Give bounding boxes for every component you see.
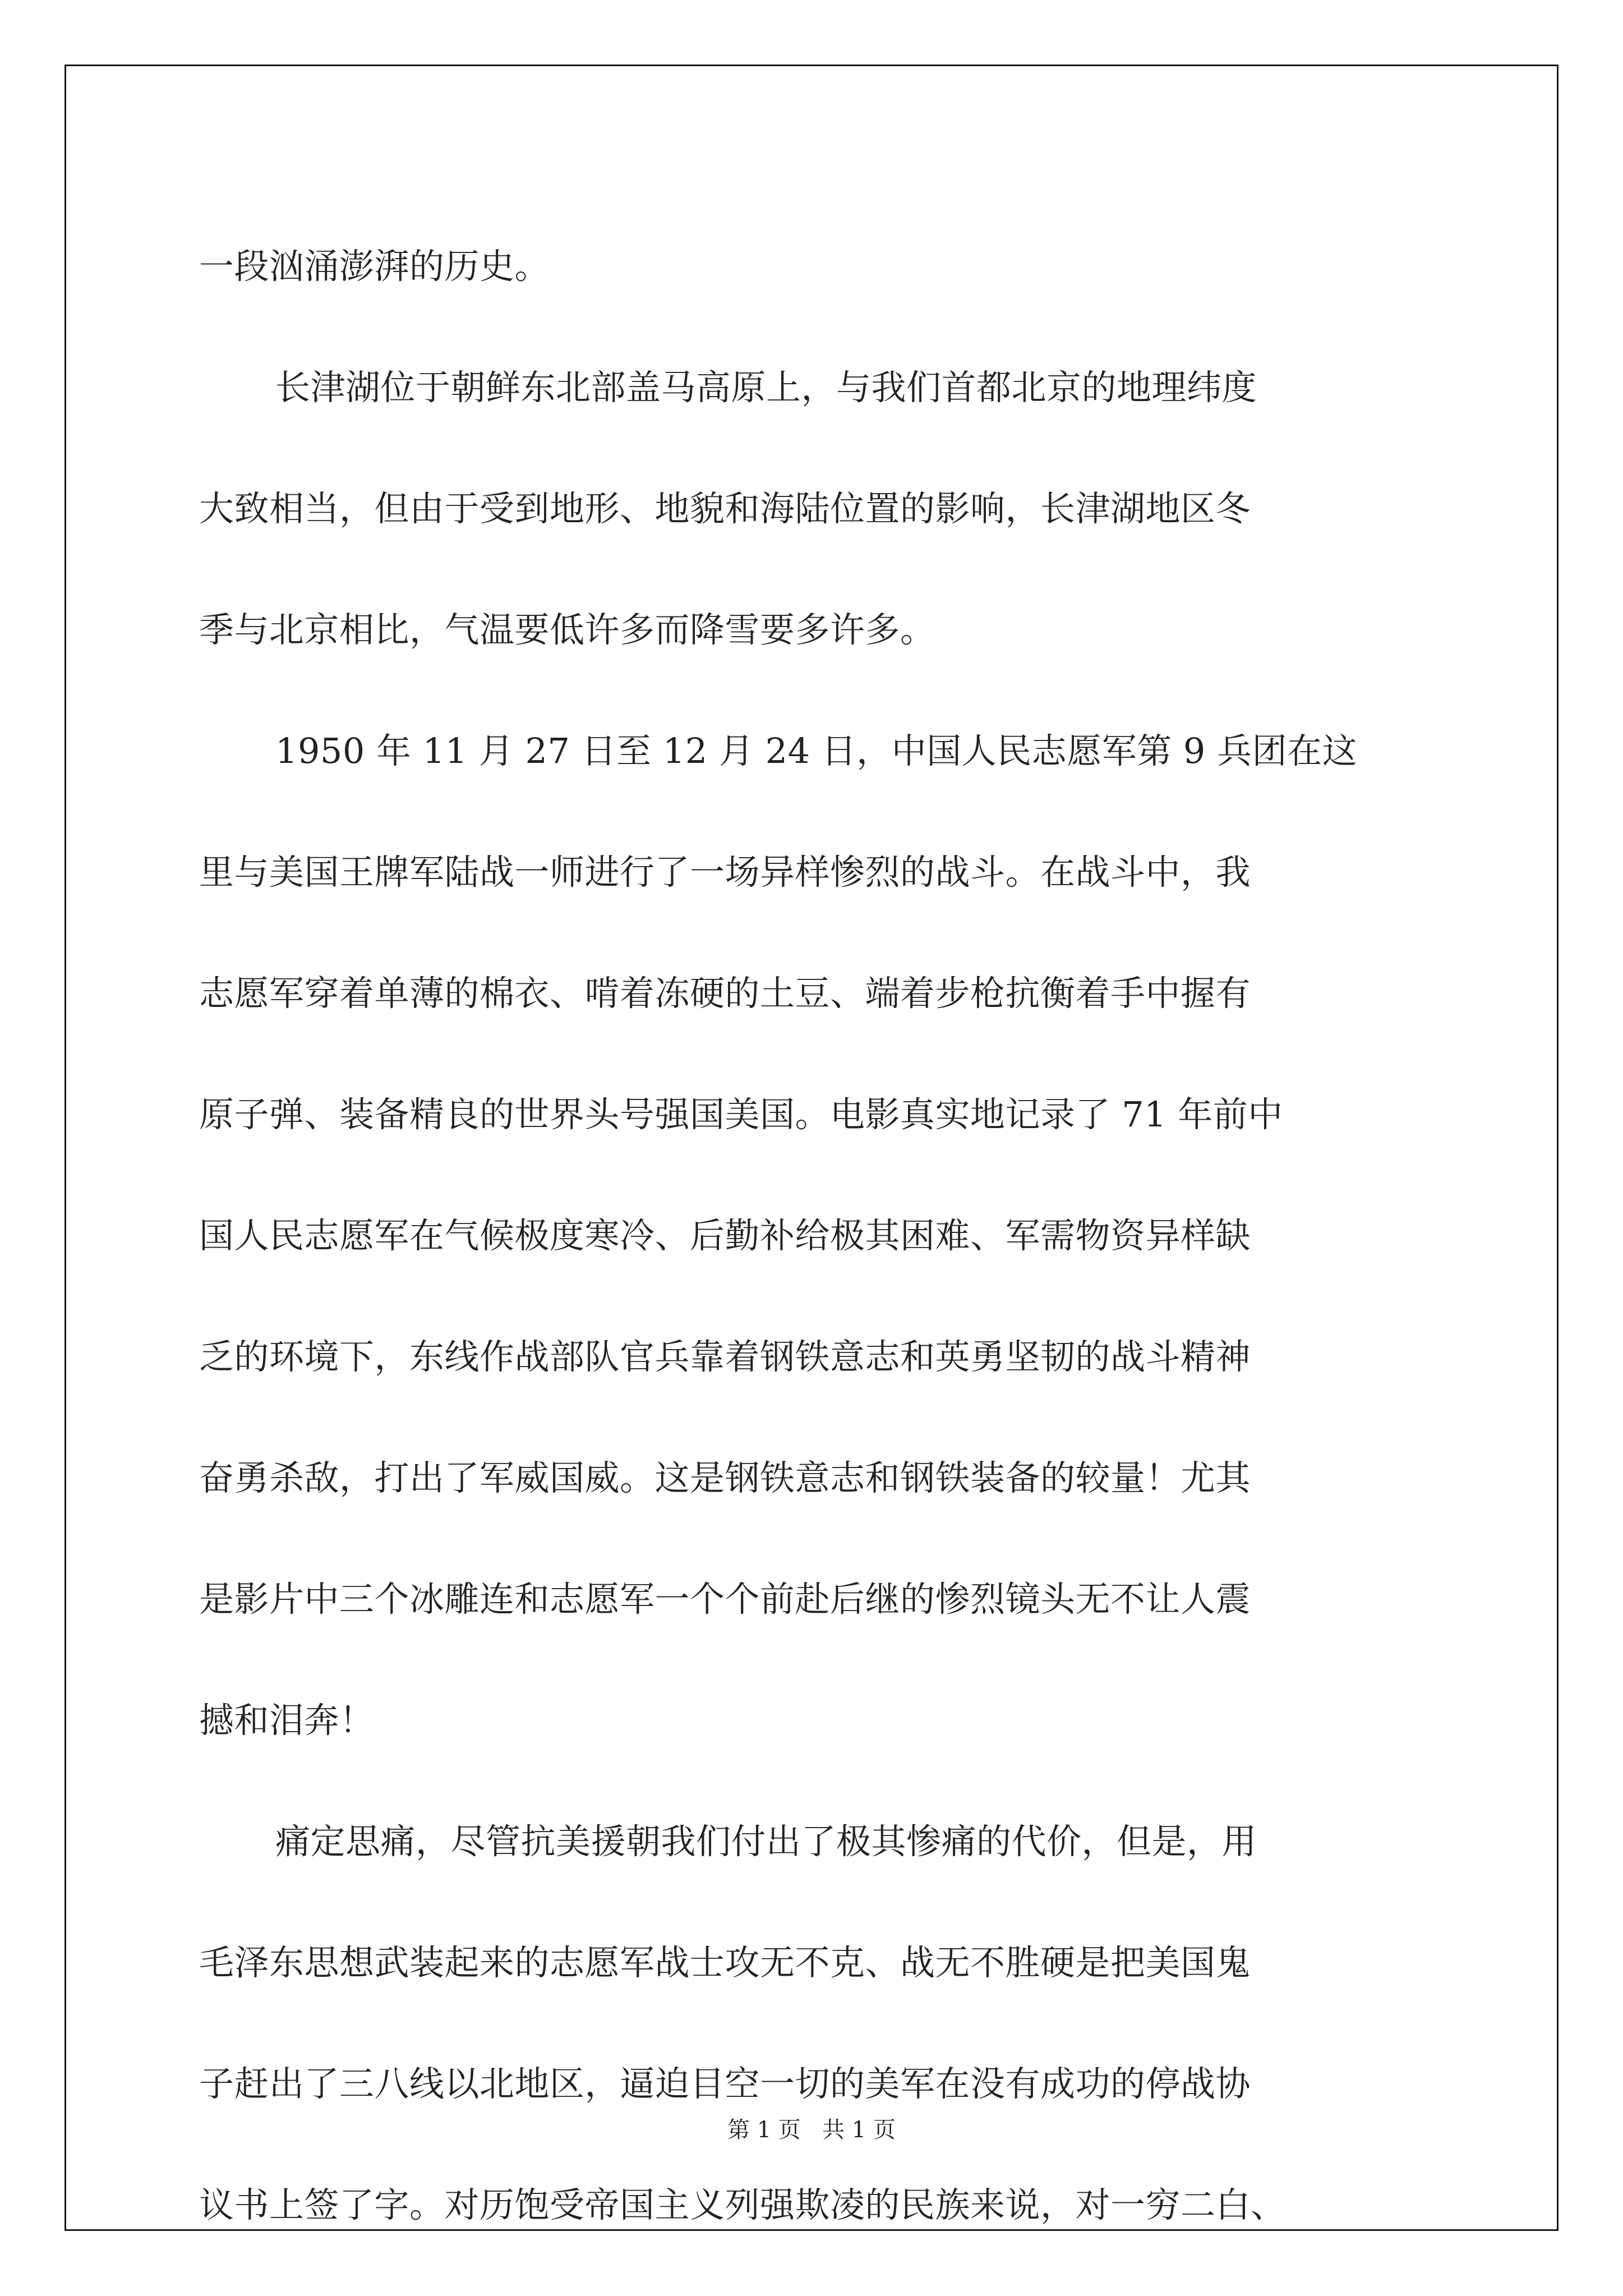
text-line: 原子弹、装备精良的世界头号强国美国。电影真实地记录了 71 年前中 — [199, 1094, 1283, 1135]
text-line: 里与美国王牌军陆战一师进行了一场异样惨烈的战斗。在战斗中，我 — [199, 852, 1251, 892]
text-line: 长津湖位于朝鲜东北部盖马高原上，与我们首都北京的地理纬度 — [275, 367, 1257, 408]
text-line: 一段汹涌澎湃的历史。 — [199, 246, 550, 287]
document-body — [199, 206, 1450, 2266]
text-line: 议书上签了字。对历饱受帝国主义列强欺凌的民族来说，对一穷二白、 — [199, 2184, 1286, 2225]
text-line: 痛定思痛，尽管抗美援朝我们付出了极其惨痛的代价，但是，用 — [275, 1821, 1257, 1862]
page-footer — [0, 2112, 1623, 2144]
text-line: 志愿军穿着单薄的棉衣、啃着冻硬的土豆、端着步枪抗衡着手中握有 — [199, 973, 1251, 1014]
text-line: 乏的环境下，东线作战部队官兵靠着钢铁意志和英勇坚韧的战斗精神 — [199, 1336, 1251, 1377]
text-line: 是影片中三个冰雕连和志愿军一个个前赴后继的惨烈镜头无不让人震 — [199, 1579, 1251, 1619]
page-total: 共 1 页 — [822, 2117, 896, 2143]
page-number: 第 1 页 — [727, 2117, 801, 2143]
text-line: 1950 年 11 月 27 日至 12 月 24 日，中国人民志愿军第 9 兵团在这 — [275, 730, 1358, 771]
text-line: 奋勇杀敌，打出了军威国威。这是钢铁意志和钢铁装备的较量！尤其 — [199, 1457, 1251, 1498]
text-line: 国人民志愿军在气候极度寒冷、后勤补给极其困难、军需物资异样缺 — [199, 1215, 1251, 1256]
text-line: 大致相当，但由于受到地形、地貌和海陆位置的影响，长津湖地区冬 — [199, 488, 1251, 529]
text-line: 子赶出了三八线以北地区，逼迫目空一切的美军在没有成功的停战协 — [199, 2063, 1251, 2104]
text-line: 季与北京相比，气温要低许多而降雪要多许多。 — [199, 609, 935, 650]
text-line: 撼和泪奔！ — [199, 1700, 375, 1741]
text-line: 毛泽东思想武装起来的志愿军战士攻无不克、战无不胜硬是把美国鬼 — [199, 1942, 1251, 1983]
